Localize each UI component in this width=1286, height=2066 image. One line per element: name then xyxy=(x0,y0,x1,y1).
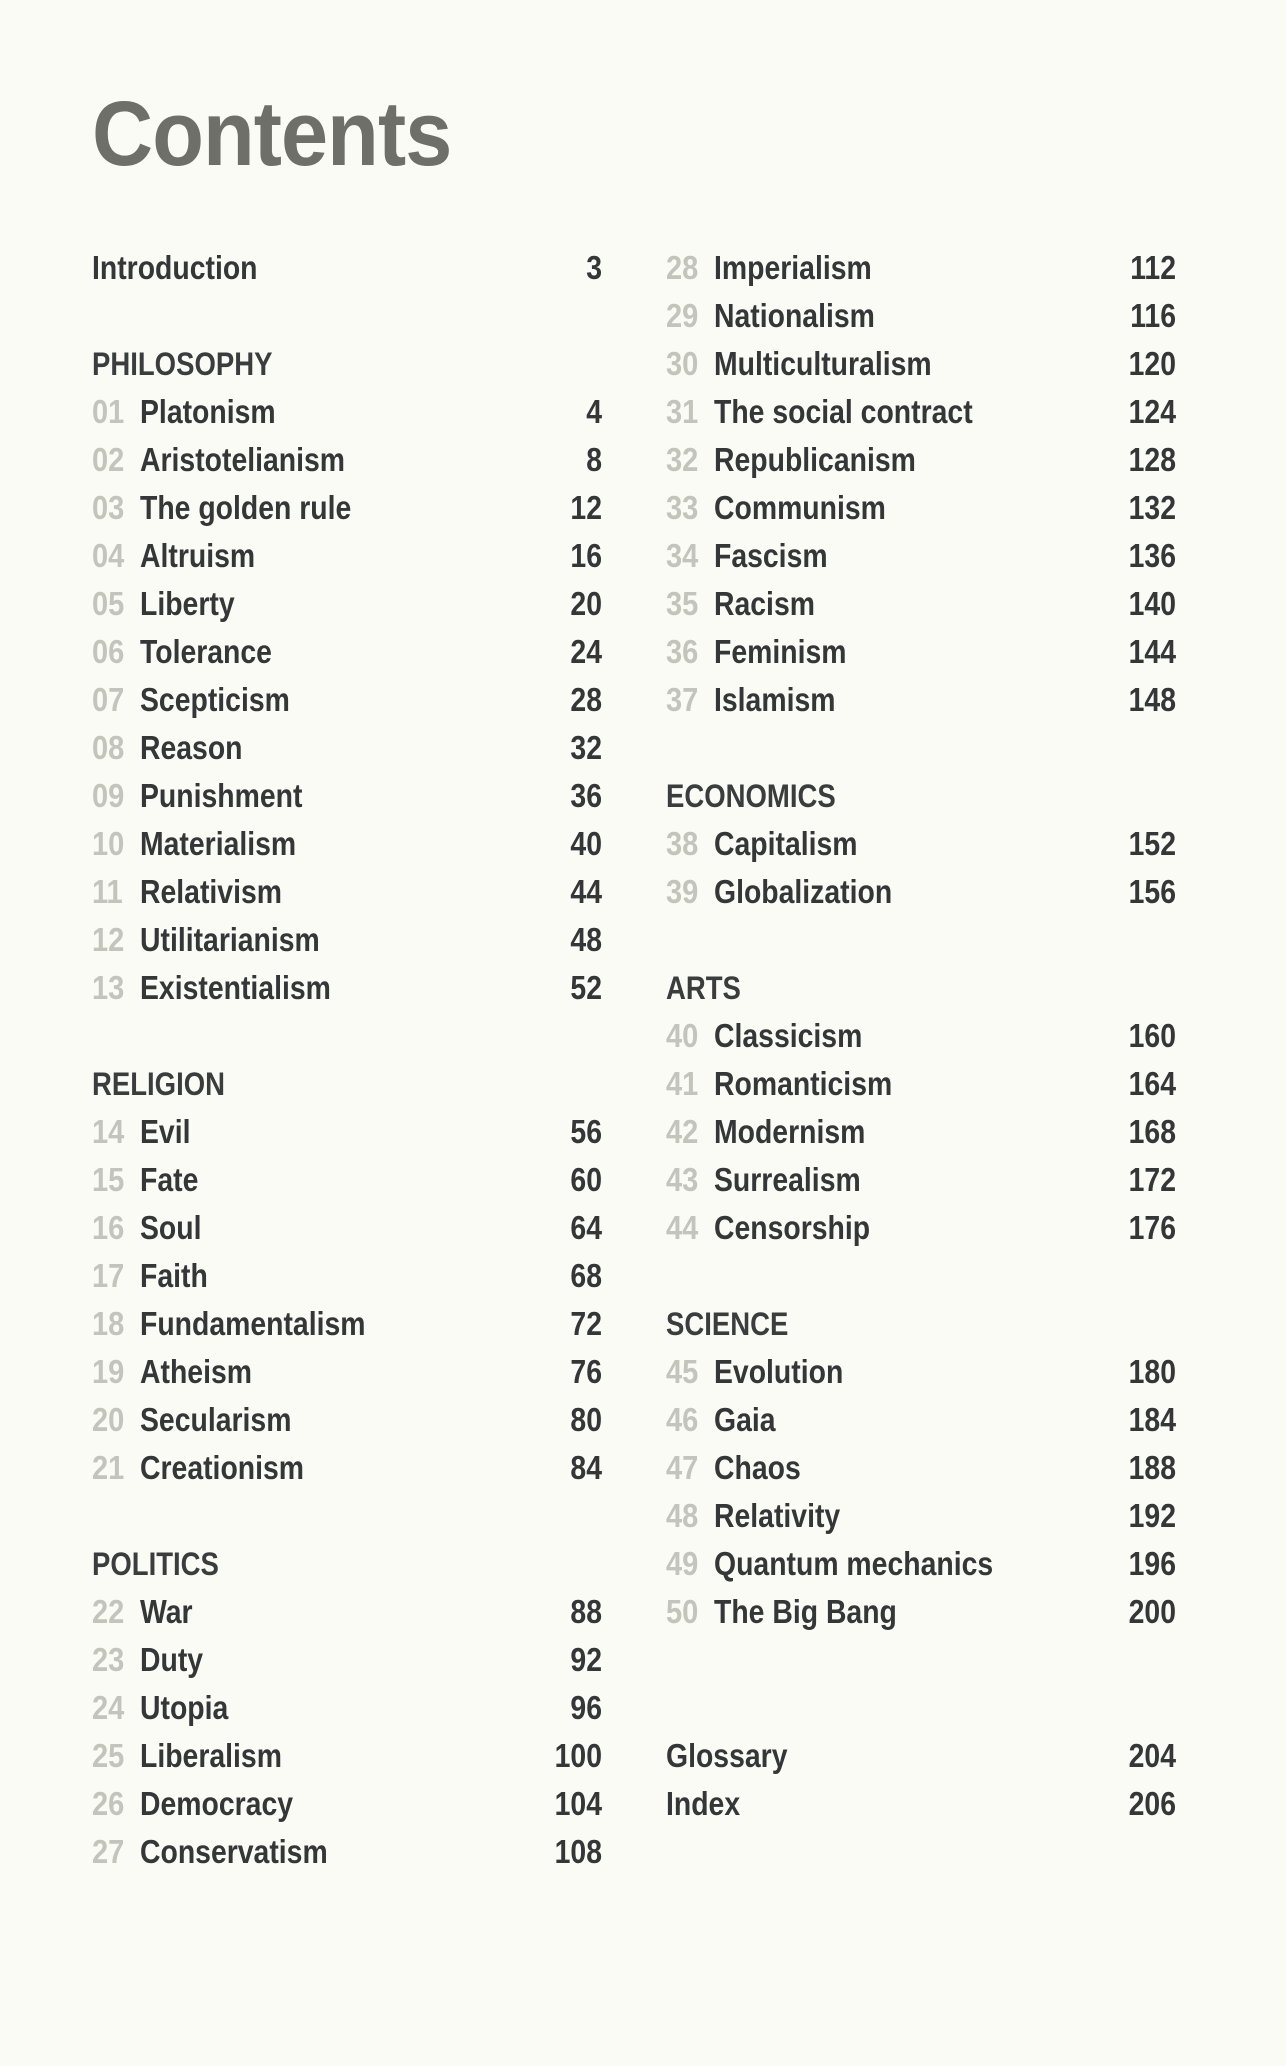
entry-title: Existentialism xyxy=(140,969,331,1006)
toc-entry[interactable] xyxy=(666,292,1176,340)
section-heading-religion: RELIGION xyxy=(92,1066,226,1102)
entry-number: 50 xyxy=(666,1593,699,1630)
entry-number: 43 xyxy=(666,1161,699,1198)
entry-title: Capitalism xyxy=(714,825,858,862)
section-heading-science: SCIENCE xyxy=(666,1306,789,1342)
entry-number: 42 xyxy=(666,1113,699,1150)
toc-entry[interactable] xyxy=(666,580,1176,628)
entry-number: 41 xyxy=(666,1065,699,1102)
toc-entry[interactable] xyxy=(666,1492,1176,1540)
entry-title: Chaos xyxy=(714,1449,801,1486)
entry-page: 3 xyxy=(586,249,602,286)
toc-entry[interactable] xyxy=(92,868,602,916)
entry-number: 14 xyxy=(92,1113,125,1150)
entry-title: Relativism xyxy=(140,873,282,910)
toc-entry[interactable] xyxy=(92,1156,602,1204)
toc-entry-introduction[interactable] xyxy=(92,244,602,292)
toc-entry[interactable] xyxy=(666,1012,1176,1060)
toc-entry[interactable] xyxy=(666,388,1176,436)
toc-entry[interactable] xyxy=(666,868,1176,916)
entry-page: 24 xyxy=(570,633,602,670)
entry-title: Creationism xyxy=(140,1449,305,1486)
entry-title: Secularism xyxy=(140,1401,292,1438)
entry-title: Tolerance xyxy=(140,633,272,670)
entry-page: 204 xyxy=(1128,1737,1176,1774)
entry-page: 60 xyxy=(570,1161,602,1198)
entry-title: Fundamentalism xyxy=(140,1305,366,1342)
toc-entry[interactable] xyxy=(92,1300,602,1348)
toc-entry[interactable] xyxy=(92,1204,602,1252)
entry-title: Utopia xyxy=(140,1689,229,1726)
entry-number: 20 xyxy=(92,1401,125,1438)
entry-title: Evolution xyxy=(714,1353,844,1390)
toc-entry[interactable] xyxy=(666,1156,1176,1204)
entry-number: 15 xyxy=(92,1161,125,1198)
toc-entry[interactable] xyxy=(92,1636,602,1684)
entry-title: Altruism xyxy=(140,537,256,574)
entry-number: 28 xyxy=(666,249,699,286)
entry-title: Globalization xyxy=(714,873,893,910)
page-title: Contents xyxy=(92,83,452,185)
entry-page: 112 xyxy=(1130,249,1176,286)
toc-entry[interactable] xyxy=(92,772,602,820)
entry-page: 8 xyxy=(586,441,602,478)
entry-number: 02 xyxy=(92,441,125,478)
entry-number: 47 xyxy=(666,1449,699,1486)
entry-title: Materialism xyxy=(140,825,297,862)
entry-page: 44 xyxy=(570,873,602,910)
entry-title: Aristotelianism xyxy=(140,441,346,478)
entry-page: 164 xyxy=(1128,1065,1176,1102)
entry-number: 48 xyxy=(666,1497,699,1534)
entry-number: 36 xyxy=(666,633,699,670)
toc-entry[interactable] xyxy=(666,1540,1176,1588)
entry-title: Quantum mechanics xyxy=(714,1545,994,1582)
entry-title: Fascism xyxy=(714,537,828,574)
entry-title: Platonism xyxy=(140,393,276,430)
entry-page: 4 xyxy=(586,393,602,430)
entry-title: Nationalism xyxy=(714,297,875,334)
entry-page: 84 xyxy=(570,1449,602,1486)
entry-page: 32 xyxy=(570,729,602,766)
entry-title: Conservatism xyxy=(140,1833,328,1870)
entry-page: 180 xyxy=(1128,1353,1176,1390)
entry-page: 56 xyxy=(570,1113,602,1150)
entry-page: 132 xyxy=(1128,489,1176,526)
entry-page: 200 xyxy=(1128,1593,1176,1630)
entry-number: 10 xyxy=(92,825,125,862)
toc-entry[interactable] xyxy=(666,244,1176,292)
toc-entry[interactable] xyxy=(666,1396,1176,1444)
entry-title: Romanticism xyxy=(714,1065,893,1102)
entry-title: Index xyxy=(666,1785,741,1822)
entry-number: 37 xyxy=(666,681,699,718)
toc-entry[interactable] xyxy=(666,1060,1176,1108)
entry-page: 40 xyxy=(570,825,602,862)
entry-page: 96 xyxy=(570,1689,602,1726)
entry-page: 100 xyxy=(554,1737,602,1774)
toc-entry[interactable] xyxy=(92,628,602,676)
entry-title: Relativity xyxy=(714,1497,841,1534)
entry-title: Censorship xyxy=(714,1209,871,1246)
entry-title: Racism xyxy=(714,585,815,622)
entry-page: 206 xyxy=(1128,1785,1176,1822)
entry-number: 40 xyxy=(666,1017,699,1054)
entry-page: 120 xyxy=(1128,345,1176,382)
entry-page: 116 xyxy=(1130,297,1176,334)
toc-entry[interactable] xyxy=(92,1348,602,1396)
entry-title: Reason xyxy=(140,729,243,766)
entry-title: War xyxy=(140,1593,193,1630)
entry-title: Introduction xyxy=(92,249,258,286)
entry-page: 12 xyxy=(570,489,602,526)
entry-title: Democracy xyxy=(140,1785,294,1822)
entry-title: Evil xyxy=(140,1113,191,1150)
section-heading-economics: ECONOMICS xyxy=(666,778,836,814)
toc-entry[interactable] xyxy=(666,676,1176,724)
toc-entry[interactable] xyxy=(92,820,602,868)
toc-entry[interactable] xyxy=(666,484,1176,532)
entry-number: 31 xyxy=(666,393,699,430)
entry-number: 11 xyxy=(92,873,123,910)
entry-page: 104 xyxy=(554,1785,602,1822)
toc-entry[interactable] xyxy=(92,724,602,772)
entry-number: 12 xyxy=(92,921,125,958)
entry-title: Gaia xyxy=(714,1401,776,1438)
entry-number: 06 xyxy=(92,633,125,670)
toc-entry[interactable] xyxy=(666,436,1176,484)
entry-number: 24 xyxy=(92,1689,125,1726)
toc-entry[interactable] xyxy=(92,532,602,580)
toc-entry[interactable] xyxy=(92,580,602,628)
entry-title: Modernism xyxy=(714,1113,866,1150)
entry-page: 68 xyxy=(570,1257,602,1294)
entry-page: 80 xyxy=(570,1401,602,1438)
toc-entry[interactable] xyxy=(92,1684,602,1732)
entry-number: 32 xyxy=(666,441,699,478)
entry-number: 01 xyxy=(92,393,125,430)
entry-number: 22 xyxy=(92,1593,125,1630)
entry-page: 128 xyxy=(1128,441,1176,478)
entry-title: Utilitarianism xyxy=(140,921,320,958)
left-column xyxy=(92,244,602,1876)
entry-number: 21 xyxy=(92,1449,125,1486)
toc-entry[interactable] xyxy=(92,436,602,484)
toc-entry[interactable] xyxy=(666,532,1176,580)
entry-number: 04 xyxy=(92,537,125,574)
entry-page: 152 xyxy=(1128,825,1176,862)
toc-entry[interactable] xyxy=(92,1780,602,1828)
toc-entry[interactable] xyxy=(666,340,1176,388)
entry-page: 184 xyxy=(1128,1401,1176,1438)
toc-entry[interactable] xyxy=(666,820,1176,868)
entry-page: 28 xyxy=(570,681,602,718)
entry-title: Scepticism xyxy=(140,681,290,718)
entry-number: 18 xyxy=(92,1305,125,1342)
section-heading-philosophy: PHILOSOPHY xyxy=(92,346,273,382)
entry-number: 45 xyxy=(666,1353,699,1390)
entry-title: Imperialism xyxy=(714,249,872,286)
toc-entry[interactable] xyxy=(666,1588,1176,1636)
toc-entry-index[interactable] xyxy=(666,1780,1176,1828)
entry-number: 33 xyxy=(666,489,699,526)
entry-page: 64 xyxy=(570,1209,602,1246)
entry-title: Classicism xyxy=(714,1017,863,1054)
entry-number: 26 xyxy=(92,1785,125,1822)
toc-entry[interactable] xyxy=(666,1204,1176,1252)
entry-number: 05 xyxy=(92,585,125,622)
entry-number: 30 xyxy=(666,345,699,382)
entry-number: 19 xyxy=(92,1353,125,1390)
section-heading-politics: POLITICS xyxy=(92,1546,219,1582)
entry-page: 20 xyxy=(570,585,602,622)
entry-page: 108 xyxy=(554,1833,602,1870)
toc-entry[interactable] xyxy=(666,1348,1176,1396)
entry-title: Soul xyxy=(140,1209,202,1246)
entry-page: 168 xyxy=(1128,1113,1176,1150)
toc-entry[interactable] xyxy=(92,388,602,436)
entry-page: 76 xyxy=(570,1353,602,1390)
entry-title: Feminism xyxy=(714,633,847,670)
entry-number: 07 xyxy=(92,681,125,718)
entry-title: Fate xyxy=(140,1161,199,1198)
toc-entry[interactable] xyxy=(92,916,602,964)
right-column xyxy=(666,244,1176,1828)
entry-number: 03 xyxy=(92,489,125,526)
entry-number: 46 xyxy=(666,1401,699,1438)
entry-page: 72 xyxy=(570,1305,602,1342)
entry-page: 36 xyxy=(570,777,602,814)
entry-page: 160 xyxy=(1128,1017,1176,1054)
entry-title: Glossary xyxy=(666,1737,788,1774)
entry-page: 48 xyxy=(570,921,602,958)
entry-page: 88 xyxy=(570,1593,602,1630)
entry-page: 148 xyxy=(1128,681,1176,718)
entry-number: 27 xyxy=(92,1833,125,1870)
entry-number: 13 xyxy=(92,969,125,1006)
toc-entry[interactable] xyxy=(92,964,602,1012)
entry-number: 29 xyxy=(666,297,699,334)
entry-title: Faith xyxy=(140,1257,208,1294)
entry-title: Liberty xyxy=(140,585,235,622)
entry-number: 08 xyxy=(92,729,125,766)
entry-title: Republicanism xyxy=(714,441,916,478)
entry-page: 92 xyxy=(570,1641,602,1678)
entry-number: 09 xyxy=(92,777,125,814)
entry-page: 172 xyxy=(1128,1161,1176,1198)
entry-title: Duty xyxy=(140,1641,204,1678)
entry-title: Punishment xyxy=(140,777,303,814)
entry-page: 144 xyxy=(1128,633,1176,670)
entry-number: 25 xyxy=(92,1737,125,1774)
entry-page: 196 xyxy=(1128,1545,1176,1582)
entry-title: The social contract xyxy=(714,393,973,430)
entry-page: 156 xyxy=(1128,873,1176,910)
entry-title: Surrealism xyxy=(714,1161,861,1198)
entry-page: 124 xyxy=(1128,393,1176,430)
toc-entry[interactable] xyxy=(92,1252,602,1300)
entry-number: 49 xyxy=(666,1545,699,1582)
entry-number: 39 xyxy=(666,873,699,910)
entry-page: 176 xyxy=(1128,1209,1176,1246)
entry-title: The Big Bang xyxy=(714,1593,897,1630)
toc-entry[interactable] xyxy=(666,1108,1176,1156)
toc-entry[interactable] xyxy=(92,1732,602,1780)
toc-entry[interactable] xyxy=(92,484,602,532)
entry-title: Multiculturalism xyxy=(714,345,932,382)
toc-entry[interactable] xyxy=(666,1444,1176,1492)
entry-page: 140 xyxy=(1128,585,1176,622)
entry-number: 44 xyxy=(666,1209,699,1246)
toc-entry[interactable] xyxy=(92,1828,602,1876)
toc-entry[interactable] xyxy=(92,676,602,724)
entry-number: 38 xyxy=(666,825,699,862)
section-heading-arts: ARTS xyxy=(666,970,741,1006)
entry-page: 136 xyxy=(1128,537,1176,574)
entry-page: 192 xyxy=(1128,1497,1176,1534)
entry-number: 17 xyxy=(92,1257,125,1294)
entry-page: 188 xyxy=(1128,1449,1176,1486)
entry-page: 52 xyxy=(570,969,602,1006)
toc-entry-glossary[interactable] xyxy=(666,1732,1176,1780)
entry-number: 34 xyxy=(666,537,699,574)
entry-title: Atheism xyxy=(140,1353,252,1390)
toc-entry[interactable] xyxy=(666,628,1176,676)
toc-entry[interactable] xyxy=(92,1444,602,1492)
entry-title: Islamism xyxy=(714,681,836,718)
entry-title: The golden rule xyxy=(140,489,352,526)
entry-page: 16 xyxy=(570,537,602,574)
entry-title: Liberalism xyxy=(140,1737,282,1774)
toc-entry[interactable] xyxy=(92,1396,602,1444)
entry-title: Communism xyxy=(714,489,886,526)
toc-entry[interactable] xyxy=(92,1108,602,1156)
entry-number: 16 xyxy=(92,1209,125,1246)
entry-number: 35 xyxy=(666,585,699,622)
entry-number: 23 xyxy=(92,1641,125,1678)
toc-entry[interactable] xyxy=(92,1588,602,1636)
